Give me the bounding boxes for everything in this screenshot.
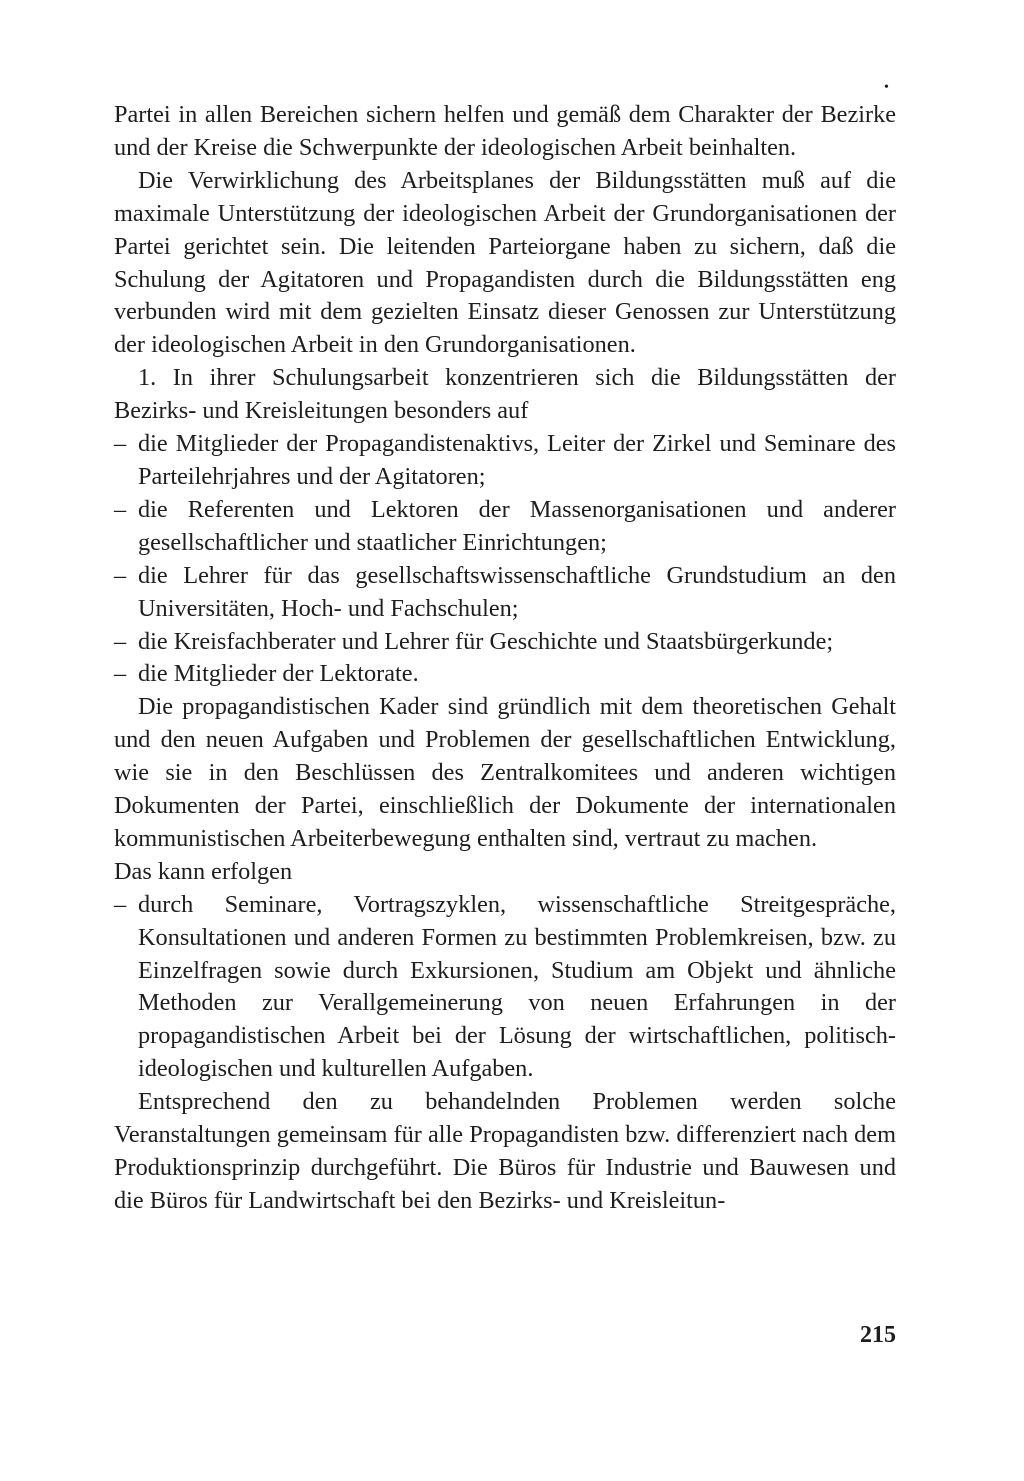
dash-bullet: – (114, 495, 127, 523)
list-item (114, 494, 896, 560)
dash-bullet: – (114, 561, 127, 589)
list-item (114, 626, 896, 659)
dash-bullet: – (114, 660, 127, 688)
list-item (114, 428, 896, 494)
dash-bullet: – (114, 430, 127, 458)
page-number: 215 (860, 1322, 896, 1348)
list-item-text: durch Seminare, Vortragszyklen, wissenschaftliche Streitgespräche, Konsultationen und anderen Formen zu bestimmten Problemkreisen, bzw. zu Einzelfragen sowie durch Exkursionen, Studium am Objekt und ähnliche Methoden zur Verallgemeinerung von neuen Erfahrungen in der propagandistischen Arbeit bei der Lösung der wirtschaftlichen, politisch-ideologischen und kulturellen Aufgaben. (138, 890, 896, 1083)
dash-bullet: – (114, 890, 127, 918)
margin-dot-mark: • (884, 80, 889, 95)
list-item-text: die Mitglieder der Propagandistenaktivs, Leiter der Zirkel und Seminare des Parteilehrjahres und der Agitatoren; (138, 430, 896, 490)
list-item (114, 560, 896, 626)
list-item-text: die Mitglieder der Lektorate. (138, 660, 419, 688)
paragraph: Die Verwirklichung des Arbeitsplanes der Bildungsstätten muß auf die maximale Unterstützung der ideologischen Arbeit der Grundorganisationen der Partei gerichtet sein. Die leitenden Parteiorgane haben zu sichern, daß die Schulung der Agitatoren und Propagandisten durch die Bildungsstätten eng verbunden wird mit dem gezielten Einsatz dieser Genossen zur Unterstützung der ideologischen Arbeit in den Grundorganisationen. (114, 166, 896, 359)
list-item-text: die Kreisfachberater und Lehrer für Geschichte und Staatsbürgerkunde; (138, 627, 834, 655)
list-item-text: die Referenten und Lektoren der Massenorganisationen und anderer gesellschaftlicher und staatlicher Einrichtungen; (138, 495, 896, 556)
list-item (114, 889, 896, 1086)
paragraph-numbered: 1. In ihrer Schulungsarbeit konzentrieren sich die Bildungsstätten der Bezirks- und Kreisleitungen besonders auf (114, 364, 896, 425)
paragraph: Die propagandistischen Kader sind gründlich mit dem theoretischen Gehalt und den neuen Aufgaben und Problemen der gesellschaftlichen Entwicklung, wie sie in den Beschlüssen des Zentralkomitees und anderen wichtigen Dokumenten der Partei, einschließlich der Dokumente der internationalen kommunistischen Arbeiterbewegung enthalten sind, vertraut zu machen. (114, 693, 896, 852)
list-item-text: die Lehrer für das gesellschaftswissenschaftliche Grundstudium an den Universitäten, Hoch- und Fachschulen; (138, 561, 896, 622)
paragraph: Entsprechend den zu behandelnden Problemen werden solche Veranstaltungen gemeinsam für alle Propagandisten bzw. differenziert nach dem Produktionsprinzip durchgeführt. Die Büros für Industrie und Bauwesen und die Büros für Landwirtschaft bei den Bezirks- und Kreisleitun- (114, 1088, 896, 1214)
body-text (114, 99, 896, 1218)
dash-bullet: – (114, 627, 127, 655)
list-item (114, 658, 896, 691)
paragraph-lead-in: Das kann erfolgen (114, 857, 293, 885)
paragraph-continued: Partei in allen Bereichen sichern helfen und gemäß dem Charakter der Bezirke und der Kreise die Schwerpunkte der ideologischen Arbeit beinhalten. (114, 101, 896, 161)
